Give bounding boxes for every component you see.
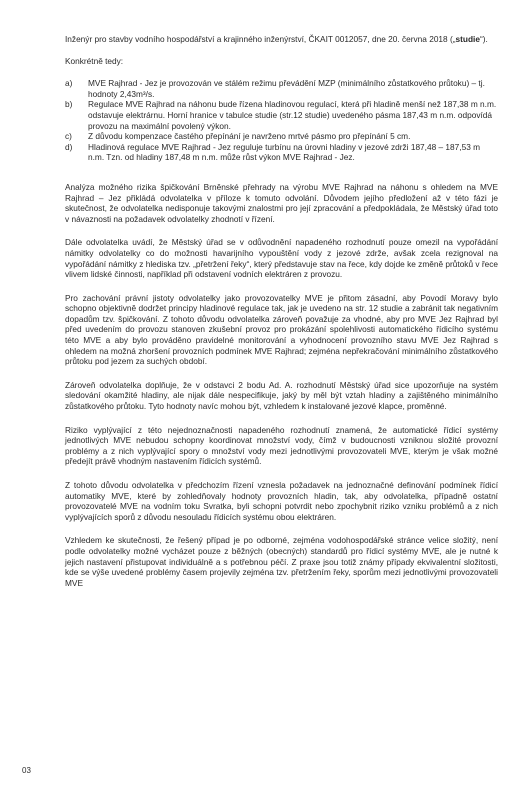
conditions-list — [65, 78, 498, 163]
list-marker: c) — [65, 131, 72, 142]
list-item — [65, 131, 498, 142]
intro-text: Inženýr pro stavby vodního hospodářství a krajinného inženýrství, ČKAIT 0012057, dne 20. června 2018 („ — [65, 34, 456, 44]
body-paragraph: Pro zachování právní jistoty odvolatelky jako provozovatelky MVE je přitom zásadní, aby Povodí Moravy bylo schopno objektivně dodržet principy hladinové regulace tak, jak je uvedeno na str. 12 studie a zabránit tak negativním dopadům tzv. špičkování. Z tohoto důvodu odvolatelka zároveň považuje za vhodné, aby pro MVE Jez Rajhrad byl před uvedením do provozu stanoven zkušební provoz pro prokázání spolehlivosti automatického řídicího systému této MVE a aby bylo prováděno pravidelné monitorování a vyhodnocení provozního stavu MVE Jez Rajhrad s ohledem na možná zhoršení provozních podmínek MVE Rajhrad; zejména nepřekračování minimálního zůstatkového průtoku pod jezem za suchých období. — [65, 292, 498, 367]
list-item — [65, 99, 498, 131]
body-paragraph: Vzhledem ke skutečnosti, že řešený případ je po odborné, zejména vodohospodářské stránce velice složitý, není podle odvolatelky možné vycházet pouze z běžných (obecných) standardů pro řídicí systémy MVE, ale je nutné k jejich nastavení přistupovat individuálně a s potřebnou péčí. Z praxe jsou totiž známy případy ekvivalentní složitosti, kde se výše uvedené problémy časem projevily zejména tzv. přetržením řeky, sporům mezi jednotlivými provozovateli MVE — [65, 535, 498, 588]
list-marker: b) — [65, 99, 73, 110]
intro-text-end: “). — [479, 34, 488, 44]
body-paragraph: Zároveň odvolatelka doplňuje, že v odstavci 2 bodu Ad. A. rozhodnutí Městský úřad sice upozorňuje na systém sledování okamžité hladiny, ale nijak dále nespecifikuje, jaký by měl být vztah hladiny a zajištěného minimálního zůstatkového průtoku. Tyto hodnoty navíc mohou být, vzhledem k instalované jezové klapce, proměnné. — [65, 379, 498, 412]
list-item — [65, 78, 498, 99]
page-number: 03 — [22, 766, 31, 775]
list-marker: d) — [65, 141, 73, 152]
document-page — [65, 34, 498, 601]
list-item-text: Hladinová regulace MVE Rajhrad - Jez reguluje turbínu na úrovni hladiny v jezové zdrži 187,48 – 187,53 m n.m. Tzn. od hladiny 187,48 m n.m. může růst výkon MVE Rajhrad - Jez. — [88, 141, 481, 163]
list-item-text: Z důvodu kompenzace častého přepínání je navrženo mrtvé pásmo pro přepínání 5 cm. — [88, 131, 411, 142]
intro-bold-term: studie — [455, 34, 480, 44]
intro-paragraph — [65, 34, 498, 45]
list-item-text: Regulace MVE Rajhrad na náhonu bude řízena hladinovou regulací, která při hladině menší než 187,38 m n.m. odstavuje elektrárnu. Horní hranice v tabulce studie (str.12 studie) uvedeného pásma 187,43 m n.m. odpovídá provozu na maximální povolený výkon. — [88, 99, 497, 131]
list-item-text: MVE Rajhrad - Jez je provozován ve stálém režimu převádění MZP (minimálního zůstatkového průtoku) – tj. hodnoty 2,43m³/s. — [88, 78, 485, 99]
list-item — [65, 142, 498, 163]
list-heading: Konkrétně tedy: — [65, 55, 124, 66]
body-paragraph: Z tohoto důvodu odvolatelka v předchozím řízení vznesla požadavek na jednoznačné definování podmínek řídicí automatiky MVE, které by zohledňovaly hodnoty provozních hladin, tak, aby odvolatelka, případně ostatní provozovatelé MVE na vodním toku Svratka, byli schopni potvrdit nebo zpochybnit riziko vzniku problémů a z nich vyplývajících sporů z důvodu nesouladu řídicích systému obou elektráren. — [65, 480, 498, 522]
body-paragraph: Dále odvolatelka uvádí, že Městský úřad se v odůvodnění napadeného rozhodnutí pouze omezil na vypořádání námitky odvolatelky co do možnosti havarijního vypouštění vody z jezové zdrže, avšak zcela rezignoval na vypořádání námitky z hlediska tzv. „přetržení řeky“, který představuje stav na řece, kdy dojde ke změně průtoků v řece vlivem lidské činnosti, například při odstavení vodních elektráren z provozu. — [65, 237, 498, 280]
list-marker: a) — [65, 78, 73, 89]
body-paragraph: Riziko vyplývající z této nejednoznačnosti napadeného rozhodnutí znamená, že automatické řídicí systémy jednotlivých MVE nebudou schopny koordinovat množství vody, čímž v budoucnosti vzniknou složité provozní problémy a z nich vyplývající spory o množství vody mezi jednotlivými provozovateli MVE, kterým je však možné předejít právě vhodným nastavením řídicích systémů. — [65, 424, 498, 467]
body-paragraph: Analýza možného rizika špičkování Brněnské přehrady na výrobu MVE Rajhrad na náhonu s ohledem na MVE Rajhrad – Jez přikládá odvolatelka v příloze k tomuto odvolání. Důvodem jejího předložení až v této fázi je skutečnost, že odvolatelka nedisponuje takovými znalostmi pro její zpracování a předpokládala, že Městský úřad toto v návaznosti na požadavek odvolatelky zhodnotí v řízení. — [65, 181, 498, 224]
